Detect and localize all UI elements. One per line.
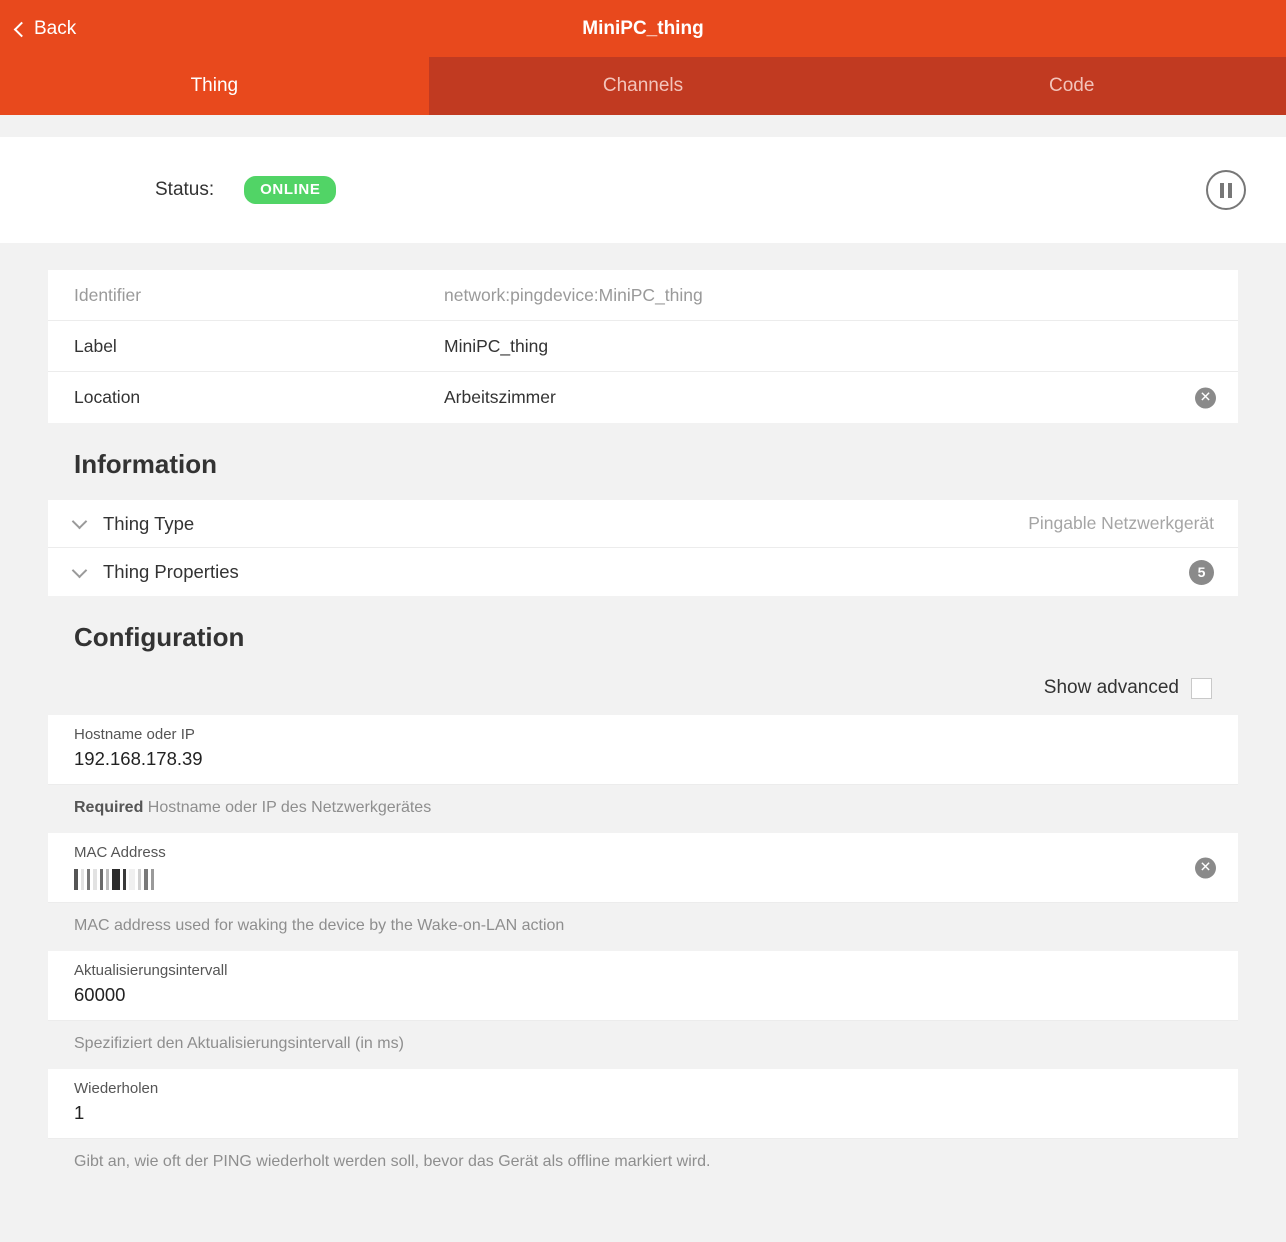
tab-code[interactable]: Code (857, 57, 1286, 115)
tab-thing[interactable]: Thing (0, 57, 429, 115)
field-mac-address[interactable] (48, 833, 1238, 903)
label-value: MiniPC_thing (444, 335, 549, 356)
information-card (48, 500, 1238, 596)
identity-row-label[interactable] (48, 321, 1238, 372)
field-hostname-help (48, 785, 1238, 833)
field-hostname-value[interactable]: 192.168.178.39 (74, 748, 203, 769)
pause-bar-left (1220, 183, 1224, 198)
thing-properties-count: 5 (1189, 560, 1214, 585)
field-mac-label: MAC Address (74, 844, 166, 861)
status-bar (0, 137, 1286, 243)
pause-bar-right (1228, 183, 1232, 198)
field-retry[interactable] (48, 1069, 1238, 1139)
tab-channels[interactable]: Channels (429, 57, 858, 115)
chevron-left-icon (14, 21, 30, 37)
show-advanced-label: Show advanced (1043, 677, 1179, 698)
field-hostname-label: Hostname oder IP (74, 726, 195, 743)
redaction-bars (74, 866, 1214, 890)
field-hostname[interactable] (48, 715, 1238, 785)
field-hostname-help-strong: Required (74, 799, 144, 816)
pause-icon[interactable] (1206, 170, 1246, 210)
field-retry-value[interactable]: 1 (74, 1102, 85, 1123)
information-heading: Information (74, 449, 217, 479)
identity-row-identifier (48, 270, 1238, 321)
back-label: Back (34, 17, 77, 39)
clear-mac-icon[interactable]: ✕ (1195, 857, 1216, 878)
page-title: MiniPC_thing (582, 18, 704, 39)
field-retry-label: Wiederholen (74, 1080, 159, 1097)
thing-properties-label: Thing Properties (103, 561, 239, 582)
app-header (0, 0, 1286, 57)
thing-type-value: Pingable Netzwerkgerät (1028, 513, 1214, 533)
clear-location-icon[interactable]: ✕ (1195, 387, 1216, 408)
identity-card (48, 270, 1238, 423)
field-mac-value[interactable] (74, 866, 1214, 890)
main-content (0, 270, 1286, 1187)
chevron-down-icon (72, 514, 88, 530)
location-value: Arbeitszimmer (444, 387, 556, 407)
accordion-thing-properties[interactable] (48, 548, 1238, 596)
thing-type-label: Thing Type (103, 512, 195, 534)
status-label: Status: (155, 179, 215, 200)
show-advanced-checkbox[interactable] (1191, 678, 1212, 699)
tab-bar (0, 57, 1286, 115)
field-hostname-help-text: Hostname oder IP des Netzwerkgerätes (143, 799, 432, 816)
back-button[interactable] (16, 0, 76, 57)
field-refresh-value[interactable]: 60000 (74, 984, 126, 1005)
chevron-down-icon (72, 562, 88, 578)
label-label: Label (74, 335, 117, 356)
field-refresh-label: Aktualisierungsintervall (74, 962, 228, 979)
identifier-value: network:pingdevice:MiniPC_thing (444, 284, 703, 305)
field-mac-help: MAC address used for waking the device by the Wake-on-LAN action (74, 917, 565, 934)
show-advanced-row[interactable] (48, 673, 1238, 715)
identifier-label: Identifier (74, 284, 142, 305)
accordion-thing-type[interactable] (48, 500, 1238, 548)
header-spacer (0, 115, 1286, 137)
status-badge: ONLINE (244, 176, 336, 204)
field-retry-help: Gibt an, wie oft der PING wiederholt werden soll, bevor das Gerät als offline markiert wird. (74, 1153, 711, 1170)
identity-row-location[interactable] (48, 372, 1238, 423)
field-refresh-interval[interactable] (48, 951, 1238, 1021)
location-label: Location (74, 387, 141, 407)
configuration-heading: Configuration (74, 622, 245, 652)
field-refresh-help: Spezifiziert den Aktualisierungsintervall (in ms) (74, 1035, 404, 1052)
